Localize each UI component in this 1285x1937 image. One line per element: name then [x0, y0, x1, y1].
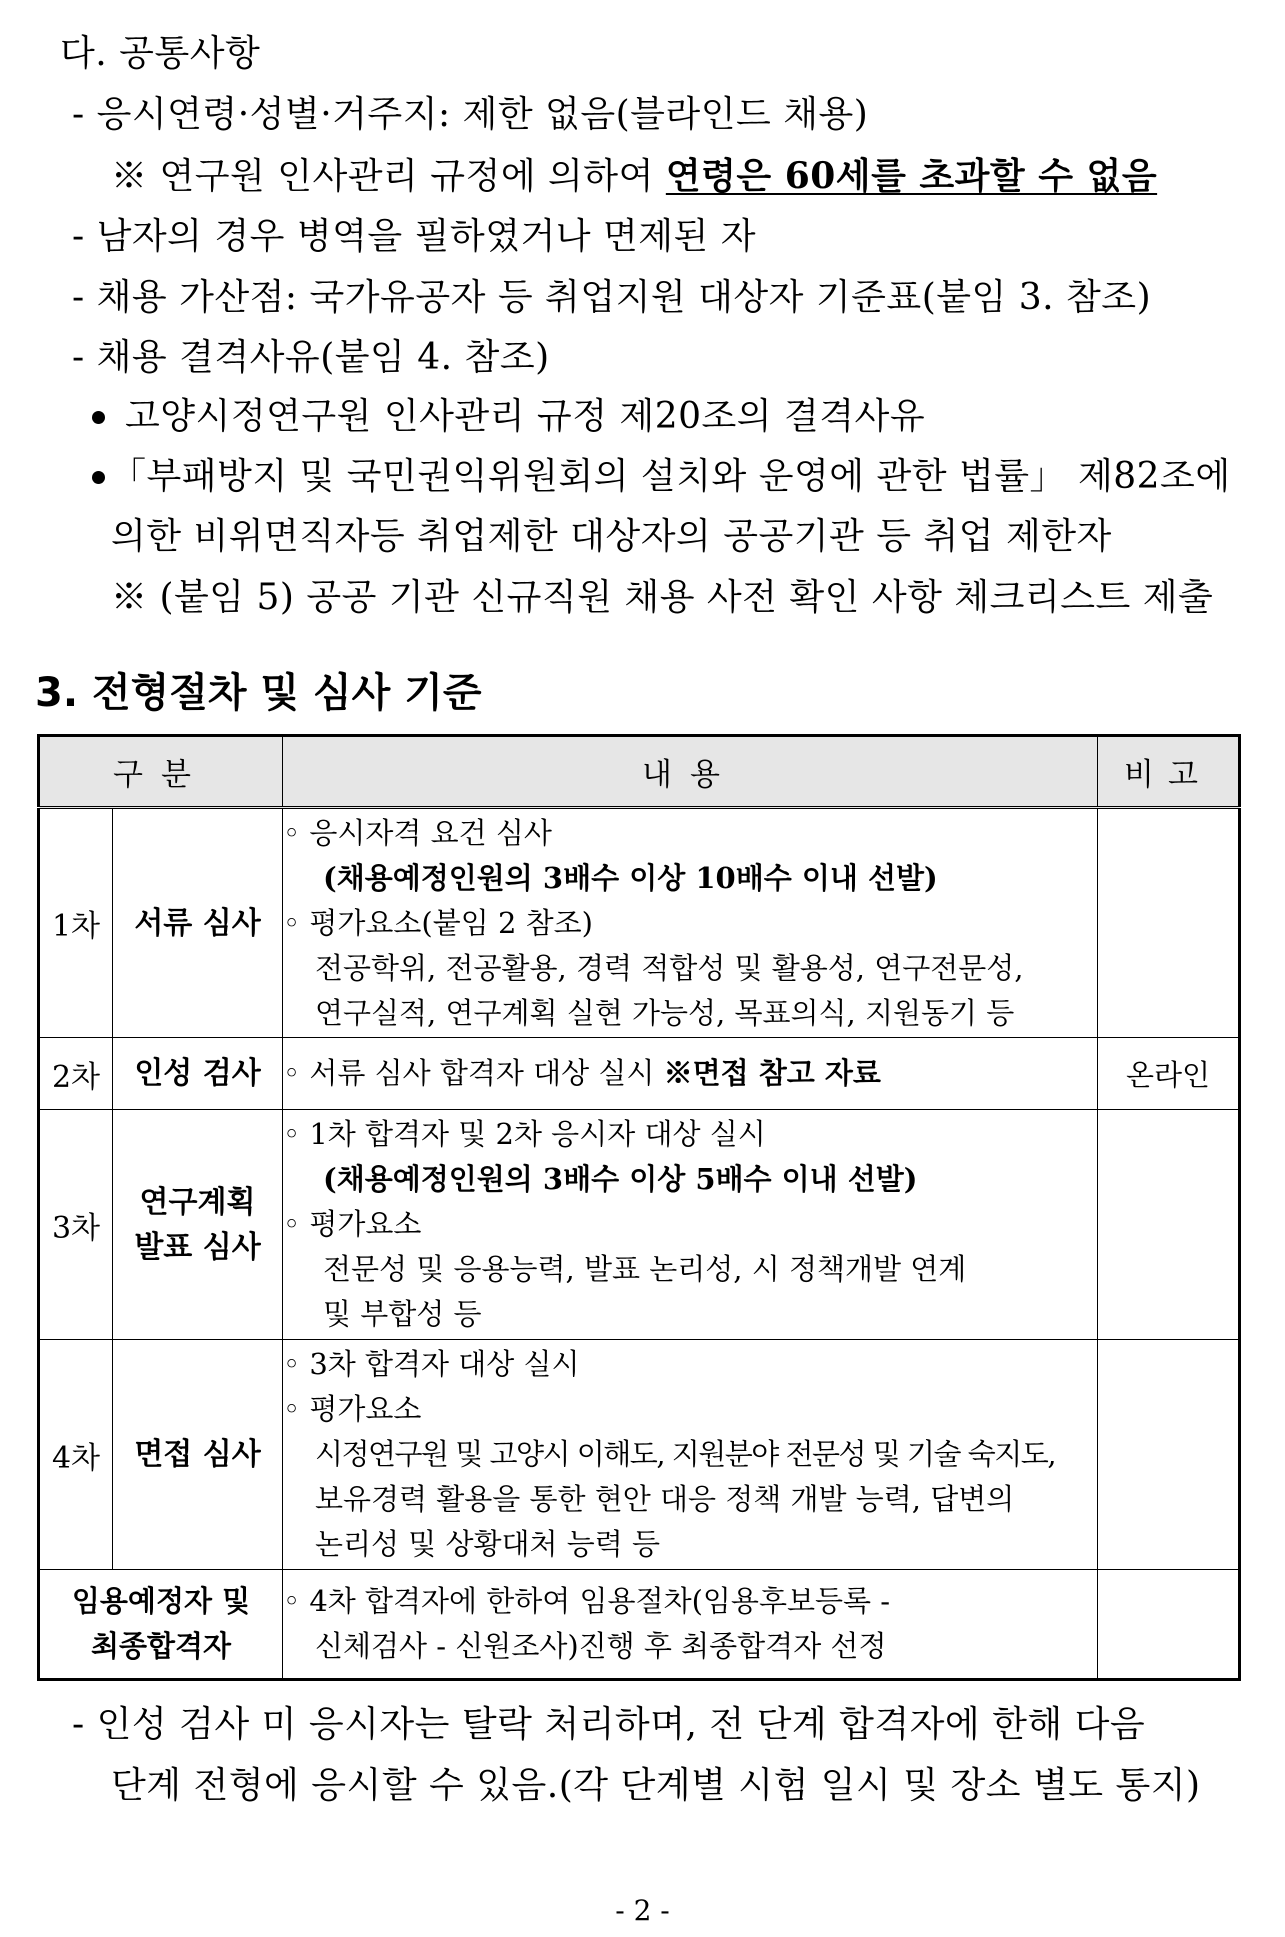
header-content: 내용: [283, 736, 1098, 808]
content-line: 전공학위, 전공활용, 경력 적합성 및 활용성, 연구전문성,: [315, 950, 1024, 985]
stage-note: [1098, 808, 1240, 1038]
stage-note: [1098, 1340, 1240, 1570]
common-title: 다. 공통사항: [60, 33, 261, 74]
table-row: [39, 1038, 1240, 1110]
header-category: 구분: [39, 736, 283, 808]
stage-number: 1차: [39, 808, 113, 1038]
content-line: 논리성 및 상황대처 능력 등: [315, 1527, 661, 1561]
content-line: ◦ 4차 합격자에 한하여 임용절차(임용후보등록 -: [283, 1584, 891, 1618]
checklist-note: ※ (붙임 5) 공공 기관 신규직원 채용 사전 확인 사항 체크리스트 제출: [111, 577, 1214, 618]
stage-content: [283, 808, 1098, 1038]
header-note: 비고: [1098, 736, 1240, 808]
table-row: [39, 1110, 1240, 1340]
stage-note: [1098, 1570, 1240, 1680]
bullet-icon: [92, 471, 105, 484]
age-limit-emphasis: 연령은 60세를 초과할 수 없음: [665, 155, 1158, 197]
military-requirement: - 남자의 경우 병역을 필하였거나 면제된 자: [72, 216, 757, 257]
content-line: ◦ 3차 합격자 대상 실시: [283, 1347, 580, 1381]
age-limit-note: [111, 152, 1157, 201]
content-line: 시정연구원 및 고양시 이해도, 지원분야 전문성 및 기술 숙지도,: [315, 1437, 1056, 1471]
age-limit-note-prefix: ※ 연구원 인사관리 규정에 의하여: [111, 156, 654, 197]
content-line: 및 부합성 등: [323, 1297, 482, 1331]
age-gender-requirement: - 응시연령·성별·거주지: 제한 없음(블라인드 채용): [72, 94, 869, 135]
stage-name-line: 최종합격자: [90, 1629, 232, 1663]
personality-test-note-line1: - 인성 검사 미 응시자는 탈락 처리하며, 전 단계 합격자에 한해 다음: [72, 1704, 1146, 1745]
stage-content: [283, 1110, 1098, 1340]
page-number: - 2 -: [615, 1894, 670, 1927]
stage-name-line: 임용예정자 및: [71, 1584, 251, 1618]
section-heading: 3. 전형절차 및 심사 기준: [35, 670, 482, 716]
disqualification-item-2-line1: 「부패방지 및 국민권익위원회의 설치와 운영에 관한 법률」 제82조에: [110, 456, 1231, 497]
bullet-icon: [92, 411, 105, 424]
stage-name: [39, 1570, 283, 1680]
table-row: [39, 808, 1240, 1038]
stage-name: [113, 1110, 283, 1340]
table-row: [39, 1570, 1240, 1680]
content-line-prefix: ◦ 서류 심사 합격자 대상 실시: [283, 1056, 655, 1090]
interview-reference-note: ※면접 참고 자료: [663, 1056, 881, 1090]
stage-number: 3차: [39, 1110, 113, 1340]
content-line: ◦ 응시자격 요건 심사: [283, 815, 552, 850]
selection-procedure-table: [37, 734, 1241, 1681]
content-line: 전문성 및 응용능력, 발표 논리성, 시 정책개발 연계: [323, 1252, 967, 1286]
stage-name: 면접 심사: [113, 1340, 283, 1570]
content-line: (채용예정인원의 3배수 이상 10배수 이내 선발): [323, 860, 938, 895]
stage-content: [283, 1038, 1098, 1110]
disqualification-item-1: 고양시정연구원 인사관리 규정 제20조의 결격사유: [125, 396, 926, 437]
stage-content: [283, 1570, 1098, 1680]
content-line: 신체검사 - 신원조사)진행 후 최종합격자 선정: [315, 1629, 887, 1663]
table-header-row: [39, 736, 1240, 808]
stage-number: 4차: [39, 1340, 113, 1570]
disqualification-item-2-line2: 의한 비위면직자등 취업제한 대상자의 공공기관 등 취업 제한자: [111, 516, 1112, 557]
stage-note: 온라인: [1098, 1038, 1240, 1110]
personality-test-note-line2: 단계 전형에 응시할 수 있음.(각 단계별 시험 일시 및 장소 별도 통지): [111, 1765, 1201, 1806]
stage-note: [1098, 1110, 1240, 1340]
disqualification-reasons: - 채용 결격사유(붙임 4. 참조): [72, 337, 550, 378]
stage-name: 서류 심사: [113, 808, 283, 1038]
content-line: (채용예정인원의 3배수 이상 5배수 이내 선발): [323, 1162, 918, 1196]
stage-content: [283, 1340, 1098, 1570]
content-line: ◦ 평가요소(붙임 2 참조): [283, 905, 593, 940]
content-line: 연구실적, 연구계획 실현 가능성, 목표의식, 지원동기 등: [315, 995, 1015, 1030]
content-line: 보유경력 활용을 통한 현안 대응 정책 개발 능력, 답변의: [315, 1482, 1015, 1516]
stage-name-line: 발표 심사: [134, 1229, 261, 1265]
stage-number: 2차: [39, 1038, 113, 1110]
content-line: [283, 1051, 1097, 1096]
table-row: [39, 1340, 1240, 1570]
content-line: ◦ 1차 합격자 및 2차 응시자 대상 실시: [283, 1117, 766, 1151]
stage-name: 인성 검사: [113, 1038, 283, 1110]
stage-name-line: 연구계획: [139, 1184, 256, 1220]
content-line: ◦ 평가요소: [283, 1392, 422, 1426]
content-line: ◦ 평가요소: [283, 1207, 422, 1241]
bonus-points: - 채용 가산점: 국가유공자 등 취업지원 대상자 기준표(붙임 3. 참조): [72, 277, 1152, 318]
